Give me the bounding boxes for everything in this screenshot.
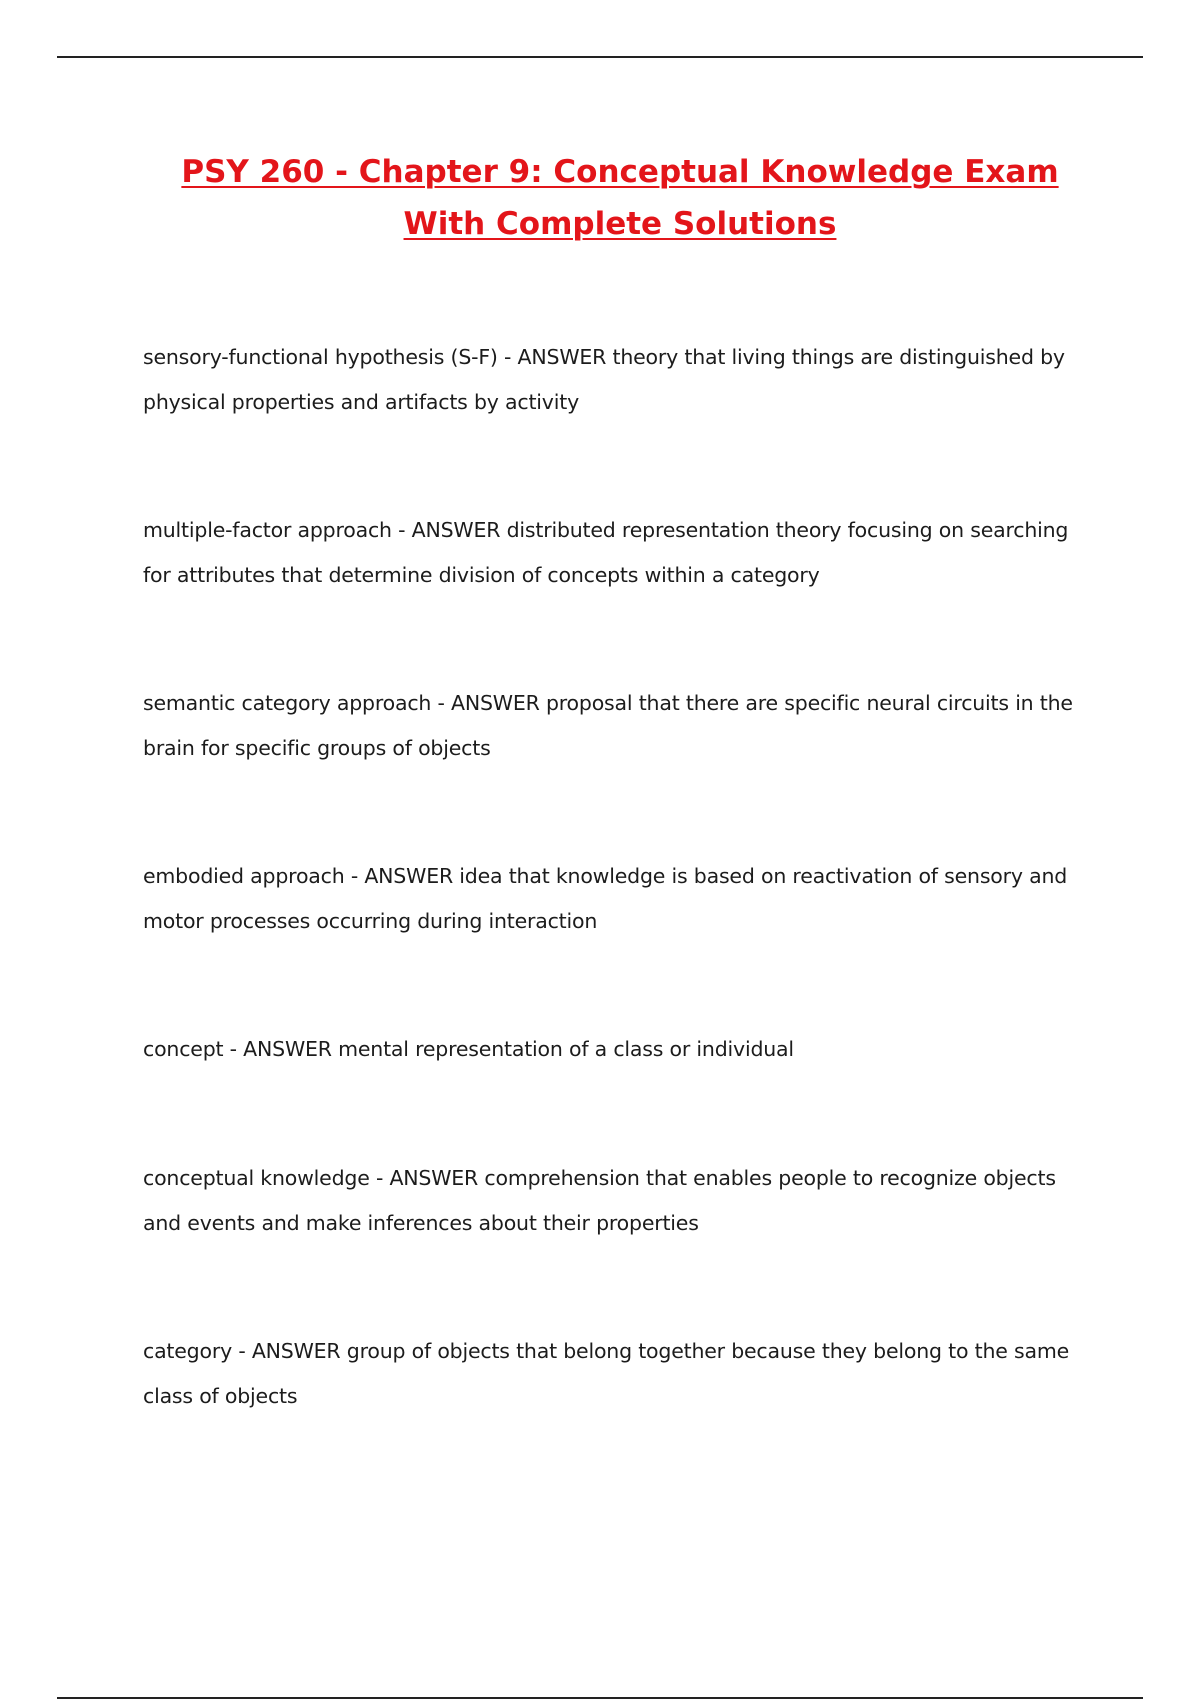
qa-entry: multiple-factor approach - ANSWER distributed representation theory focusing on searching for attributes that determine division of concepts within a category [143,518,1069,587]
qa-entry: conceptual knowledge - ANSWER comprehension that enables people to recognize objects and events and make inferences about their properties [143,1166,1056,1235]
title-line-1: PSY 260 - Chapter 9: Conceptual Knowledge Exam [181,154,1059,190]
top-rule [57,56,1143,58]
bottom-rule [57,1697,1143,1699]
qa-entry: concept - ANSWER mental representation of a class or individual [143,1037,794,1061]
qa-entry: category - ANSWER group of objects that belong together because they belong to the same class of objects [143,1339,1070,1408]
title-line-2: With Complete Solutions [403,206,837,242]
qa-entry: semantic category approach - ANSWER proposal that there are specific neural circuits in the brain for specific groups of objects [143,691,1073,760]
document-title [100,146,1140,250]
qa-entry: sensory-functional hypothesis (S-F) - ANSWER theory that living things are distinguished by physical properties and artifacts by activity [143,345,1065,414]
qa-entry: embodied approach - ANSWER idea that knowledge is based on reactivation of sensory and motor processes occurring during interaction [143,864,1068,933]
qa-list [143,335,1083,1419]
